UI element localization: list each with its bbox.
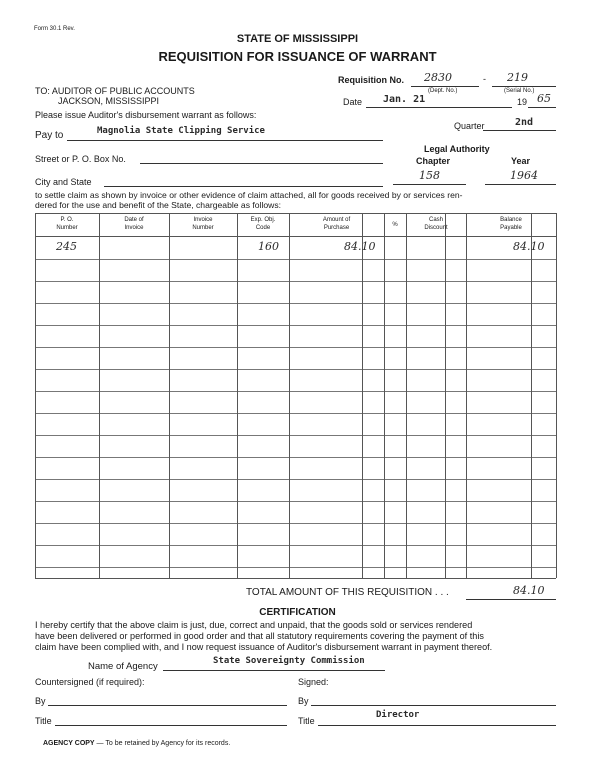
header-po-number: P. O. Number bbox=[56, 217, 78, 231]
table-row-line bbox=[35, 347, 556, 348]
city-line bbox=[104, 186, 383, 187]
total-line bbox=[466, 599, 556, 600]
col-divider bbox=[466, 213, 467, 578]
col-divider bbox=[445, 213, 446, 578]
serial-no-caption: (Serial No.) bbox=[504, 88, 535, 94]
table-right-border bbox=[556, 213, 557, 578]
row1-amount[interactable]: 84.10 bbox=[344, 240, 376, 253]
col-divider bbox=[406, 213, 407, 578]
row1-balance[interactable]: 84.10 bbox=[513, 240, 545, 253]
certification-line3: claim have been complied with, and I now request issuance of Auditor's disbursement warrant in payment thereof. bbox=[35, 642, 493, 652]
agency-copy-label: AGENCY COPY bbox=[43, 740, 95, 747]
header-percent: % bbox=[392, 222, 398, 228]
to-auditor: TO: AUDITOR OF PUBLIC ACCOUNTS bbox=[35, 86, 195, 96]
dept-no-caption: (Dept. No.) bbox=[428, 88, 458, 94]
certification-line1: I hereby certify that the above claim is just, due, correct and unpaid, that the goods sold or services rendered bbox=[35, 620, 473, 630]
please-issue-text: Please issue Auditor's disbursement warrant as follows: bbox=[35, 110, 257, 120]
table-row-line bbox=[35, 369, 556, 370]
agency-line bbox=[163, 670, 385, 671]
legal-year-line bbox=[485, 184, 556, 185]
agency-value[interactable]: State Sovereignty Commission bbox=[213, 656, 365, 666]
date-year-line bbox=[528, 107, 556, 108]
table-row-line bbox=[35, 391, 556, 392]
title-label-left: Title bbox=[35, 716, 52, 726]
dept-no-value[interactable]: 2830 bbox=[424, 71, 452, 84]
col-divider bbox=[237, 213, 238, 578]
to-city: JACKSON, MISSISSIPPI bbox=[58, 96, 160, 106]
total-value[interactable]: 84.10 bbox=[513, 584, 545, 597]
table-row-line bbox=[35, 479, 556, 480]
header-exp-obj-code: Exp. Obj. Code bbox=[250, 217, 276, 231]
pay-to-line bbox=[67, 140, 383, 141]
requisition-dash: - bbox=[483, 74, 486, 84]
header-cash-discount: Cash Discount bbox=[424, 217, 448, 231]
title-line-right[interactable] bbox=[318, 725, 556, 726]
form-title: REQUISITION FOR ISSUANCE OF WARRANT bbox=[158, 49, 437, 64]
agency-copy-note: — To be retained by Agency for its records. bbox=[94, 740, 231, 747]
col-divider bbox=[531, 213, 532, 578]
table-row-line bbox=[35, 457, 556, 458]
serial-no-value[interactable]: 219 bbox=[507, 71, 528, 84]
certification-heading: CERTIFICATION bbox=[259, 607, 336, 618]
serial-no-line bbox=[492, 86, 556, 87]
chapter-value[interactable]: 158 bbox=[419, 169, 440, 182]
dept-no-line bbox=[411, 86, 479, 87]
table-left-border bbox=[35, 213, 36, 578]
by-line-left[interactable] bbox=[48, 705, 287, 706]
header-amount-of-purchase: Amount of Purchase bbox=[322, 217, 351, 231]
settle-text-line2: dered for the use and benefit of the State, chargeable as follows: bbox=[35, 200, 282, 210]
chapter-label: Chapter bbox=[416, 156, 451, 166]
table-row-line bbox=[35, 523, 556, 524]
certification-line2: have been delivered or performed in good order and that all statutory requirements covering the payment of this bbox=[35, 631, 484, 641]
table-header-border bbox=[35, 236, 556, 237]
legal-authority-heading: Legal Authority bbox=[424, 144, 490, 154]
signed-label: Signed: bbox=[298, 677, 329, 687]
col-divider bbox=[99, 213, 100, 578]
quarter-value[interactable]: 2nd bbox=[515, 117, 534, 128]
table-row-line bbox=[35, 545, 556, 546]
state-heading: STATE OF MISSISSIPPI bbox=[236, 33, 359, 45]
chapter-line bbox=[393, 184, 466, 185]
requisition-label: Requisition No. bbox=[338, 75, 404, 85]
header-invoice-number: Invoice Number bbox=[192, 217, 214, 231]
table-row-line bbox=[35, 567, 556, 568]
row1-exp-code[interactable]: 160 bbox=[258, 240, 279, 253]
settle-text-line1: to settle claim as shown by invoice or other evidence of claim attached, all for goods received by or services ren- bbox=[35, 190, 463, 200]
col-divider bbox=[362, 213, 363, 578]
pay-to-value[interactable]: Magnolia State Clipping Service bbox=[97, 126, 265, 136]
table-row-line bbox=[35, 303, 556, 304]
street-line bbox=[140, 163, 383, 164]
col-divider bbox=[169, 213, 170, 578]
date-year-prefix: 19 bbox=[517, 97, 528, 107]
by-line-right[interactable] bbox=[311, 705, 556, 706]
pay-to-label: Pay to bbox=[35, 130, 64, 141]
date-value[interactable]: Jan. 21 bbox=[383, 94, 426, 105]
table-row-line bbox=[35, 435, 556, 436]
header-date-of-invoice: Date of Invoice bbox=[124, 217, 144, 231]
table-row-line bbox=[35, 413, 556, 414]
agency-label: Name of Agency bbox=[88, 661, 158, 672]
total-label: TOTAL AMOUNT OF THIS REQUISITION . . . bbox=[246, 587, 449, 598]
table-top-border bbox=[35, 213, 556, 214]
col-divider bbox=[289, 213, 290, 578]
table-row-line bbox=[35, 501, 556, 502]
quarter-label: Quarter bbox=[454, 121, 485, 131]
form-number: Form 30.1 Rev. bbox=[34, 26, 75, 32]
table-row-line bbox=[35, 281, 556, 282]
date-year-value[interactable]: 65 bbox=[537, 92, 551, 105]
date-line bbox=[366, 107, 512, 108]
city-label: City and State bbox=[35, 177, 92, 187]
title-line-left[interactable] bbox=[55, 725, 287, 726]
row1-po-number[interactable]: 245 bbox=[56, 240, 77, 253]
table-row-line bbox=[35, 259, 556, 260]
date-label: Date bbox=[343, 97, 363, 107]
table-bottom-border bbox=[35, 578, 556, 579]
legal-year-value[interactable]: 1964 bbox=[510, 169, 538, 182]
countersigned-label: Countersigned (if required): bbox=[35, 677, 145, 687]
title-label-right: Title bbox=[298, 716, 315, 726]
signer-title-value[interactable]: Director bbox=[376, 710, 420, 720]
header-balance-payable: Balance Payable bbox=[500, 217, 522, 231]
footer-note bbox=[43, 740, 230, 747]
by-label-right: By bbox=[298, 696, 309, 706]
table-row-line bbox=[35, 325, 556, 326]
street-label: Street or P. O. Box No. bbox=[35, 154, 126, 164]
col-divider bbox=[384, 213, 385, 578]
year-label: Year bbox=[511, 156, 531, 166]
quarter-line bbox=[483, 130, 556, 131]
by-label-left: By bbox=[35, 696, 46, 706]
